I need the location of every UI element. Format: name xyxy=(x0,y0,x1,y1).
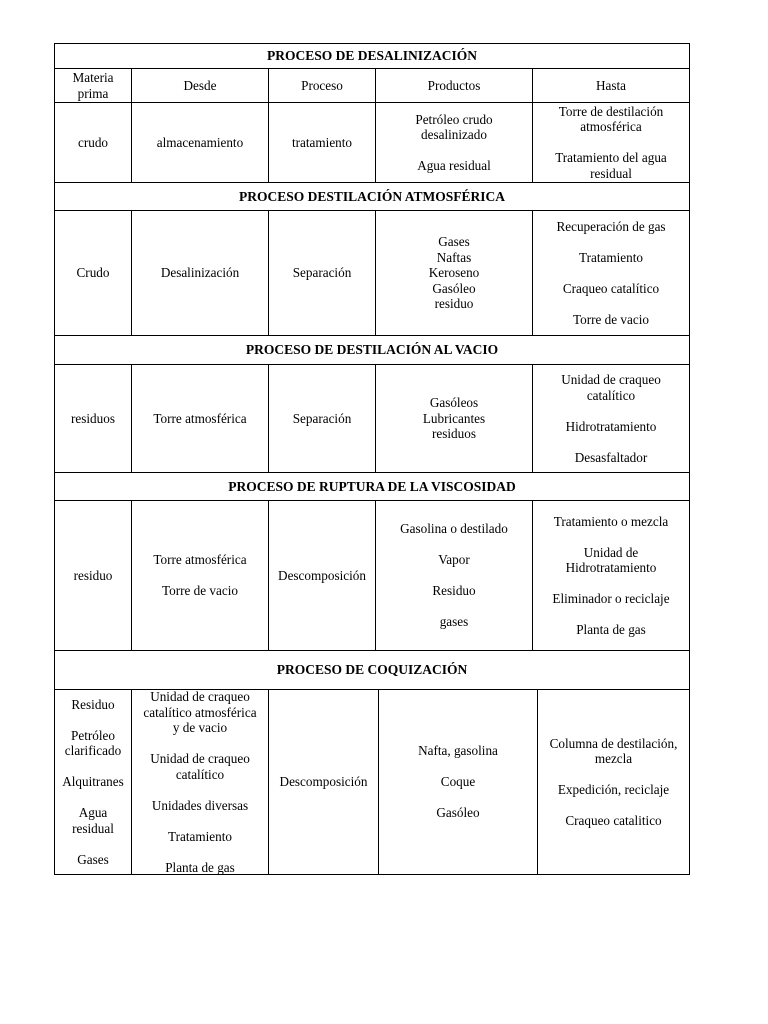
cell-text: residual xyxy=(72,820,114,836)
cell-hasta xyxy=(532,501,689,650)
cell-text: Unidad de craqueo xyxy=(150,689,250,704)
cell-text: Gasolina o destilado xyxy=(400,521,508,537)
cell-desde xyxy=(131,690,268,874)
header-productos xyxy=(375,69,532,102)
cell-productos xyxy=(378,690,537,874)
cell-text: Gasóleo xyxy=(432,280,476,296)
table-row xyxy=(55,103,689,182)
cell-text: Agua residual xyxy=(417,158,491,173)
cell-text: Naftas xyxy=(436,249,472,265)
section-title: PROCESO DE DESALINIZACIÓN xyxy=(55,44,689,69)
cell-materia-prima xyxy=(55,103,131,182)
cell-desde xyxy=(131,103,268,182)
cell-text: Tratamiento del agua xyxy=(555,150,667,166)
cell-text: Torre atmosférica xyxy=(153,552,247,568)
cell-desde xyxy=(131,365,268,472)
cell-text: Gases xyxy=(438,234,470,250)
cell-text: mezcla xyxy=(594,751,633,766)
section-destilacion-al-vacio xyxy=(54,336,690,473)
cell-materia-prima xyxy=(55,501,131,650)
cell-text: Torre de vacio xyxy=(573,311,649,327)
header-text: Proceso xyxy=(301,77,343,93)
cell-text: Separación xyxy=(292,265,352,281)
section-coquizacion xyxy=(54,651,690,875)
cell-text: Tratamiento xyxy=(168,828,232,844)
cell-text: Agua xyxy=(78,805,108,821)
section-ruptura-viscosidad xyxy=(54,473,690,651)
cell-text: Crudo xyxy=(76,265,110,281)
cell-text: Craqueo catalítico xyxy=(562,280,660,296)
cell-text: residual xyxy=(590,165,632,181)
header-row xyxy=(55,69,689,103)
section-destilacion-atmosferica xyxy=(54,183,690,336)
cell-text: Separación xyxy=(292,410,352,426)
cell-text: Residuo xyxy=(71,696,115,712)
cell-hasta xyxy=(537,690,689,874)
section-title: PROCESO DESTILACIÓN ATMOSFÉRICA xyxy=(55,183,689,211)
cell-text: Torre de vacio xyxy=(162,583,238,599)
cell-text: Desalinización xyxy=(160,265,240,281)
process-table xyxy=(54,43,690,875)
cell-text: Unidad de xyxy=(583,544,639,560)
header-text: Materia xyxy=(72,70,114,85)
cell-text: Torre de destilación xyxy=(558,103,664,119)
cell-proceso xyxy=(268,690,378,874)
cell-text: Vapor xyxy=(438,552,470,568)
cell-text: y de vacio xyxy=(172,720,228,735)
cell-text: Craqueo catalitico xyxy=(565,813,662,828)
cell-text: atmosférica xyxy=(580,119,642,135)
cell-text: Hidrotratamiento xyxy=(565,560,657,575)
cell-text: Planta de gas xyxy=(165,859,235,875)
header-text: Hasta xyxy=(595,77,627,93)
table-row xyxy=(55,690,689,874)
cell-text: Descomposición xyxy=(278,567,366,583)
cell-text: clarificado xyxy=(64,743,122,759)
cell-proceso xyxy=(268,211,375,335)
section-desalinizacion xyxy=(54,43,690,183)
cell-text: Torre atmosférica xyxy=(153,410,247,426)
cell-text: Residuo xyxy=(432,583,476,599)
cell-text: Unidades diversas xyxy=(151,797,249,813)
cell-text: Descomposición xyxy=(279,774,368,790)
header-text: Desde xyxy=(183,77,217,93)
header-proceso xyxy=(268,69,375,102)
cell-text: Tratamiento o mezcla xyxy=(553,513,669,529)
header-desde xyxy=(131,69,268,102)
cell-text: residuo xyxy=(434,296,474,312)
cell-text: Coque xyxy=(440,774,476,790)
table-row xyxy=(55,365,689,472)
header-text: prima xyxy=(77,85,109,101)
cell-text: catalítico atmosférica xyxy=(143,704,257,720)
cell-text: Planta de gas xyxy=(576,622,646,637)
cell-materia-prima xyxy=(55,365,131,472)
cell-text: Desasfaltador xyxy=(574,449,648,465)
cell-text: tratamiento xyxy=(291,134,353,150)
cell-proceso xyxy=(268,501,375,650)
cell-text: Expedición, reciclaje xyxy=(557,782,670,797)
cell-text: catalítico xyxy=(586,387,636,403)
cell-materia-prima xyxy=(55,690,131,874)
cell-text: residuo xyxy=(73,567,113,583)
header-hasta xyxy=(532,69,689,102)
cell-text: almacenamiento xyxy=(156,134,244,150)
cell-hasta xyxy=(532,365,689,472)
cell-productos xyxy=(375,501,532,650)
cell-text: Tratamiento xyxy=(579,249,643,265)
cell-text: Eliminador o reciclaje xyxy=(552,591,670,606)
table-row xyxy=(55,211,689,335)
cell-text: Gasóleo xyxy=(436,805,480,821)
cell-text: Columna de destilación, xyxy=(549,735,678,751)
cell-desde xyxy=(131,211,268,335)
cell-text: Hidrotratamiento xyxy=(565,418,657,434)
cell-hasta xyxy=(532,103,689,182)
cell-text: Unidad de craqueo xyxy=(561,372,661,387)
cell-proceso xyxy=(268,365,375,472)
header-materia-prima xyxy=(55,69,131,102)
cell-text: Gasóleos xyxy=(429,395,479,411)
cell-productos xyxy=(375,211,532,335)
cell-productos xyxy=(375,103,532,182)
cell-proceso xyxy=(268,103,375,182)
header-text: Productos xyxy=(427,77,481,93)
cell-productos xyxy=(375,365,532,472)
cell-hasta xyxy=(532,211,689,335)
cell-desde xyxy=(131,501,268,650)
cell-text: residuos xyxy=(71,410,115,426)
cell-text: Recuperación de gas xyxy=(556,218,666,234)
cell-text: gases xyxy=(439,614,469,630)
table-row xyxy=(55,501,689,650)
cell-text: crudo xyxy=(77,134,109,150)
cell-text: residuos xyxy=(432,426,476,442)
section-title: PROCESO DE COQUIZACIÓN xyxy=(55,651,689,690)
cell-text: Alquitranes xyxy=(62,774,124,790)
section-title: PROCESO DE RUPTURA DE LA VISCOSIDAD xyxy=(55,473,689,501)
cell-materia-prima xyxy=(55,211,131,335)
cell-text: Unidad de craqueo xyxy=(150,751,250,766)
cell-text: catalítico xyxy=(175,766,225,782)
cell-text: desalinizado xyxy=(421,127,487,142)
cell-text: Keroseno xyxy=(428,265,480,281)
cell-text: Petróleo xyxy=(71,727,115,743)
section-title: PROCESO DE DESTILACIÓN AL VACIO xyxy=(55,336,689,365)
cell-text: Lubricantes xyxy=(422,410,486,426)
cell-text: Gases xyxy=(77,851,109,867)
cell-text: Nafta, gasolina xyxy=(418,743,498,759)
cell-text: Petróleo crudo xyxy=(415,111,493,127)
